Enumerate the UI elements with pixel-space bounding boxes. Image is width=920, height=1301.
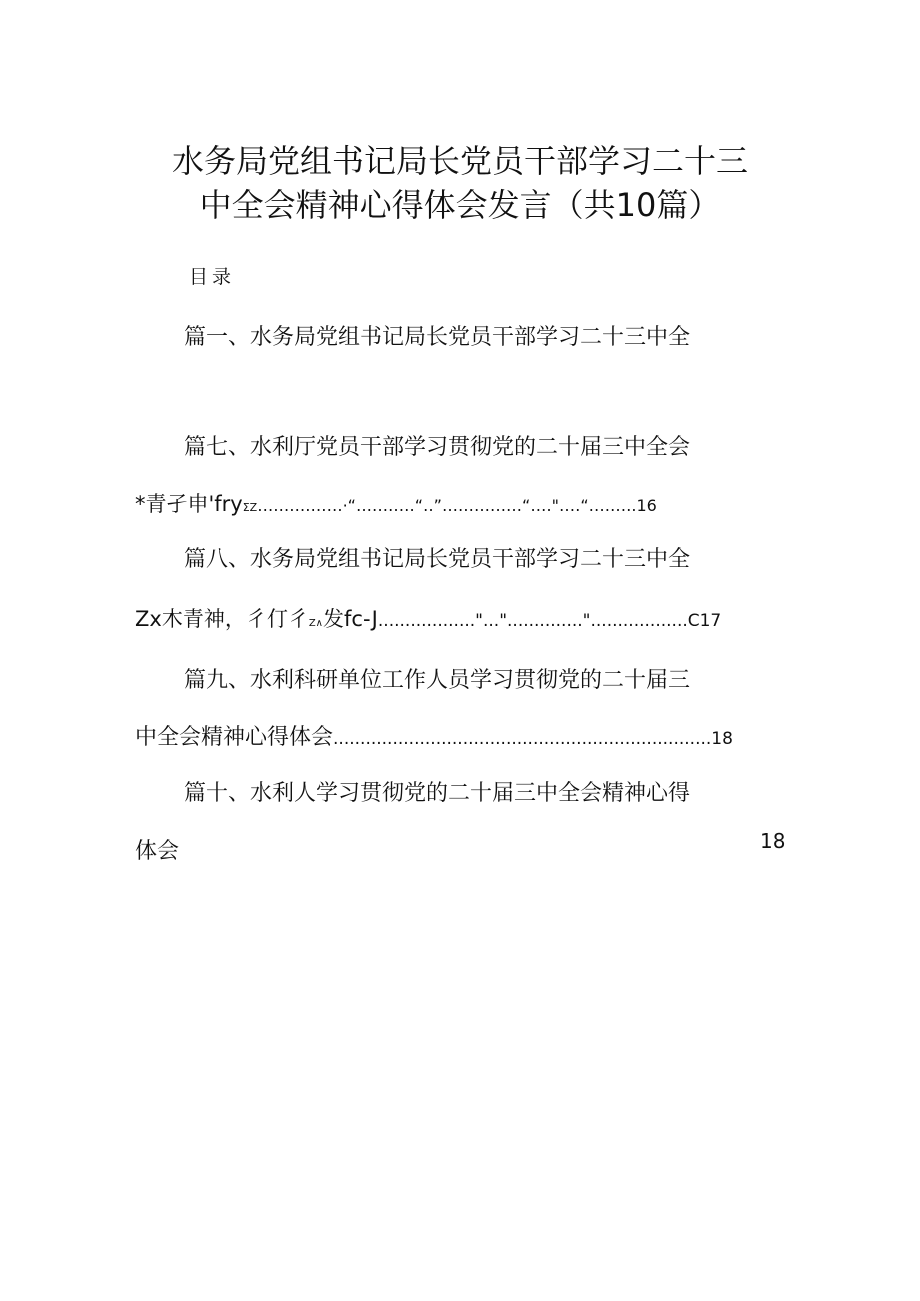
toc-entry-9-line-1[interactable]: 篇九、水利科研单位工作人员学习贯彻党的二十届三 bbox=[184, 668, 691, 693]
toc-entry-9-leader: ......................................................................18 bbox=[333, 729, 733, 749]
toc-entry-10-line-1[interactable]: 篇十、水利人学习贯彻党的二十届三中全会精神心得 bbox=[184, 781, 691, 806]
toc-entry-9-text: 中全会精神心得体会 bbox=[135, 725, 334, 750]
toc-entry-7-text: *青孑申'fry bbox=[135, 492, 243, 516]
toc-entry-7-small-glyphs: ΣΖ bbox=[242, 501, 258, 514]
toc-entry-7-leader: ……‥…‥…·“‥‥‥‥…“‥”‥‥‥‥‥‥…“‥‥"‥‥“‥‥‥‥.16 bbox=[257, 496, 657, 515]
toc-entry-10-line-2[interactable]: 体会 bbox=[135, 839, 180, 864]
toc-entry-8-line-2[interactable] bbox=[135, 603, 721, 633]
toc-heading: 目录 bbox=[189, 266, 236, 288]
toc-entry-9-line-2[interactable] bbox=[135, 720, 733, 751]
toc-entry-8-text-b: 发fc-J bbox=[323, 607, 378, 631]
toc-entry-8-text-a: Zx木青神，彳仃彳 bbox=[135, 607, 309, 631]
toc-entry-8-small-glyphs: Z∧ bbox=[308, 618, 323, 629]
toc-entry-8-line-1[interactable]: 篇八、水务局党组书记局长党员干部学习二十三中全 bbox=[184, 547, 691, 572]
toc-entry-1-line-1[interactable]: 篇一、水务局党组书记局长党员干部学习二十三中全 bbox=[184, 325, 691, 350]
document-title-line-2: 中全会精神心得体会发言（共10篇） bbox=[199, 186, 721, 224]
document-title-line-1: 水务局党组书记局长党员干部学习二十三 bbox=[171, 142, 748, 180]
toc-entry-7-line-2[interactable] bbox=[135, 488, 657, 518]
toc-entry-8-leader: .................."...".............."..................C17 bbox=[377, 611, 722, 631]
toc-entry-10-page-number: 18 bbox=[760, 829, 786, 853]
toc-entry-7-line-1[interactable]: 篇七、水利厅党员干部学习贯彻党的二十届三中全会 bbox=[184, 435, 691, 460]
